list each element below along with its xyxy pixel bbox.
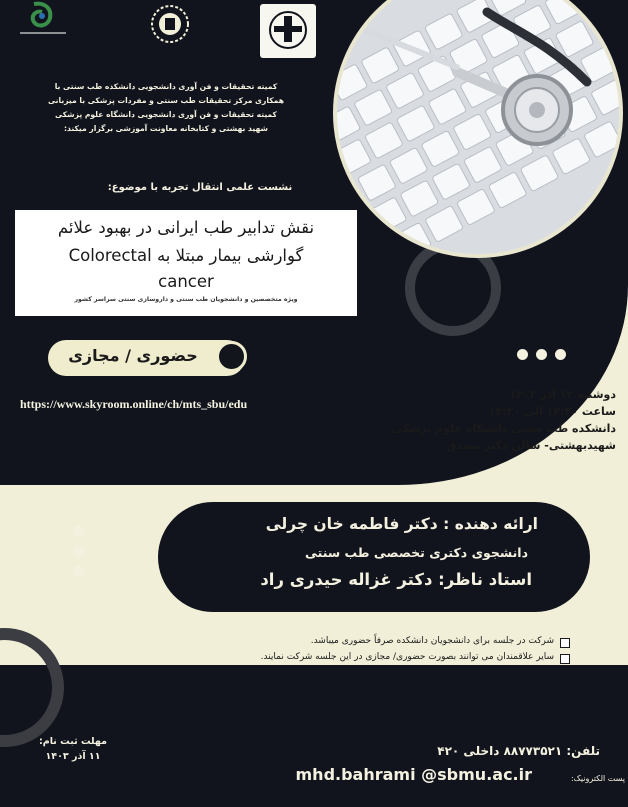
research-center-logo xyxy=(130,0,210,48)
supervisor-name: استاد ناظر: دکتر غزاله حیدری راد xyxy=(260,570,532,589)
list-item xyxy=(150,636,570,652)
deadline-date: ۱۱ آذر ۱۴۰۳ xyxy=(45,751,101,762)
list-item xyxy=(150,652,570,668)
topic-title-line-2: گوارشی بیمار مبتلا به Colorectal xyxy=(68,246,304,265)
notes-list xyxy=(150,636,570,668)
checkbox-icon xyxy=(560,638,570,648)
intro-line: شهید بهشتی و کتابخانه معاونت آموزشی برگزار میکند: xyxy=(63,124,269,133)
note-text: سایر علاقمندان می توانند بصورت حضوری/ مجازی در این جلسه شرکت نمایند. xyxy=(260,652,554,662)
email-address[interactable]: mhd.bahrami @sbmu.ac.ir xyxy=(295,765,532,784)
schedule-block xyxy=(340,386,616,454)
event-date: دوشنبه ۱۲ آذر ۱۴۰۳ xyxy=(509,388,616,401)
skyroom-link[interactable]: https://www.skyroom.online/ch/mts_sbu/edu xyxy=(20,397,248,411)
checkbox-icon xyxy=(560,654,570,664)
note-text: شرکت در جلسه برای دانشجویان دانشکده صرفاً حضوری میباشد. xyxy=(310,636,554,646)
topic-box xyxy=(15,210,357,316)
phone-number: تلفن: ۸۸۷۷۳۵۲۱ داخلی ۴۲۰ xyxy=(437,744,600,758)
audience-note: ویژه متخصصین و دانشجویان طب سنتی و داروسازی سنتی سراسر کشور xyxy=(74,296,298,303)
intro-line: همکاری مرکز تحقیقات طب سنتی و مفردات پزشکی با میزبانی xyxy=(47,96,285,105)
event-time: ساعت ۱۲:۳۰ الی ۱۳:۳۰ xyxy=(488,405,616,418)
deadline-label: مهلت ثبت نام: xyxy=(38,736,108,747)
topic-title-line-3: cancer xyxy=(158,272,214,291)
intro-line: کمیته تحقیقات و فن آوری دانشجویی دانشگاه علوم پزشکی xyxy=(55,110,277,119)
intro-line: کمیته تحقیقات و فن آوری دانشجویی دانشکده طب سنتی با xyxy=(54,82,278,91)
pill-dot-icon xyxy=(216,341,247,372)
topic-title-line-1: نقش تدابیر طب ایرانی در بهبود علائم xyxy=(57,218,315,237)
event-venue: دانشکده طب سنتی دانشگاه علوم پزشکی xyxy=(391,422,616,435)
decorative-dots-vertical xyxy=(73,526,85,578)
intro-text xyxy=(12,80,320,136)
decorative-dots xyxy=(517,349,577,363)
presenter-name: ارائه دهنده : دکتر فاطمه خان چرلی xyxy=(265,515,538,533)
presenter-title: دانشجوی دکتری تخصصی طب سنتی xyxy=(305,545,528,560)
registration-deadline xyxy=(18,734,128,764)
email-label: پست الکترونیک: xyxy=(570,774,625,783)
attendance-mode-label: حضوری / مجازی xyxy=(68,346,198,365)
university-logo xyxy=(8,0,76,40)
event-venue-hall: شهیدبهشتی- سالن دکتر مصدق xyxy=(446,439,616,452)
school-emblem xyxy=(252,0,324,62)
session-label: نشست علمی انتقال تجربه با موضوع: xyxy=(107,182,293,193)
